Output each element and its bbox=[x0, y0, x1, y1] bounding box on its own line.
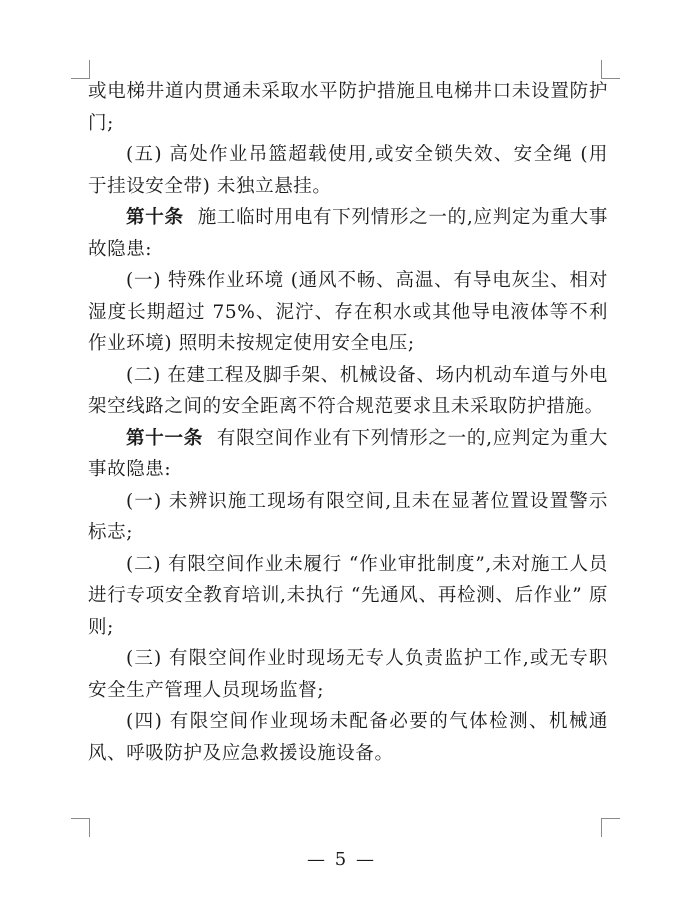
article-10-text: 施工临时用电有下列情形之一的,应判定为重大事故隐患: bbox=[88, 207, 608, 260]
crop-mark-bottom-left bbox=[71, 818, 90, 837]
paragraph-item-5: (五) 高处作业吊篮超载使用,或安全锁失效、安全绳 (用于挂设安全带) 未独立悬挂。 bbox=[88, 144, 608, 197]
paragraph-article-10-item-1: (一) 特殊作业环境 (通风不畅、高温、有导电灰尘、相对湿度长期超过 75%、泥泞、存在积水或其他导电液体等不利作业环境) 照明未按规定使用安全电压; bbox=[88, 270, 608, 354]
article-11-text: 有限空间作业有下列情形之一的,应判定为重大事故隐患: bbox=[88, 427, 608, 480]
crop-mark-bottom-right bbox=[601, 818, 620, 837]
paragraph-article-10-item-2: (二) 在建工程及脚手架、机械设备、场内机动车道与外电架空线路之间的安全距离不符合规范要求且未采取防护措施。 bbox=[88, 364, 608, 417]
paragraph-continuation: 或电梯井道内贯通未采取水平防护措施且电梯井口未设置防护门; bbox=[88, 81, 608, 134]
document-body bbox=[88, 76, 608, 769]
paragraph-article-11-item-3: (三) 有限空间作业时现场无专人负责监护工作,或无专职安全生产管理人员现场监督; bbox=[88, 648, 608, 701]
paragraph-article-11-item-1: (一) 未辨识施工现场有限空间,且未在显著位置设置警示标志; bbox=[88, 490, 608, 543]
paragraph-article-11 bbox=[88, 423, 608, 486]
paragraph-article-10 bbox=[88, 202, 608, 265]
paragraph-article-11-item-2: (二) 有限空间作业未履行 “作业审批制度”,未对施工人员进行专项安全教育培训,未执行 “先通风、再检测、后作业” 原则; bbox=[88, 553, 608, 638]
article-10-heading: 第十条 bbox=[126, 207, 184, 228]
page-number: — 5 — bbox=[307, 849, 376, 870]
paragraph-article-11-item-4: (四) 有限空间作业现场未配备必要的气体检测、机械通风、呼吸防护及应急救援设施设备。 bbox=[88, 711, 608, 764]
article-11-heading: 第十一条 bbox=[126, 427, 203, 449]
